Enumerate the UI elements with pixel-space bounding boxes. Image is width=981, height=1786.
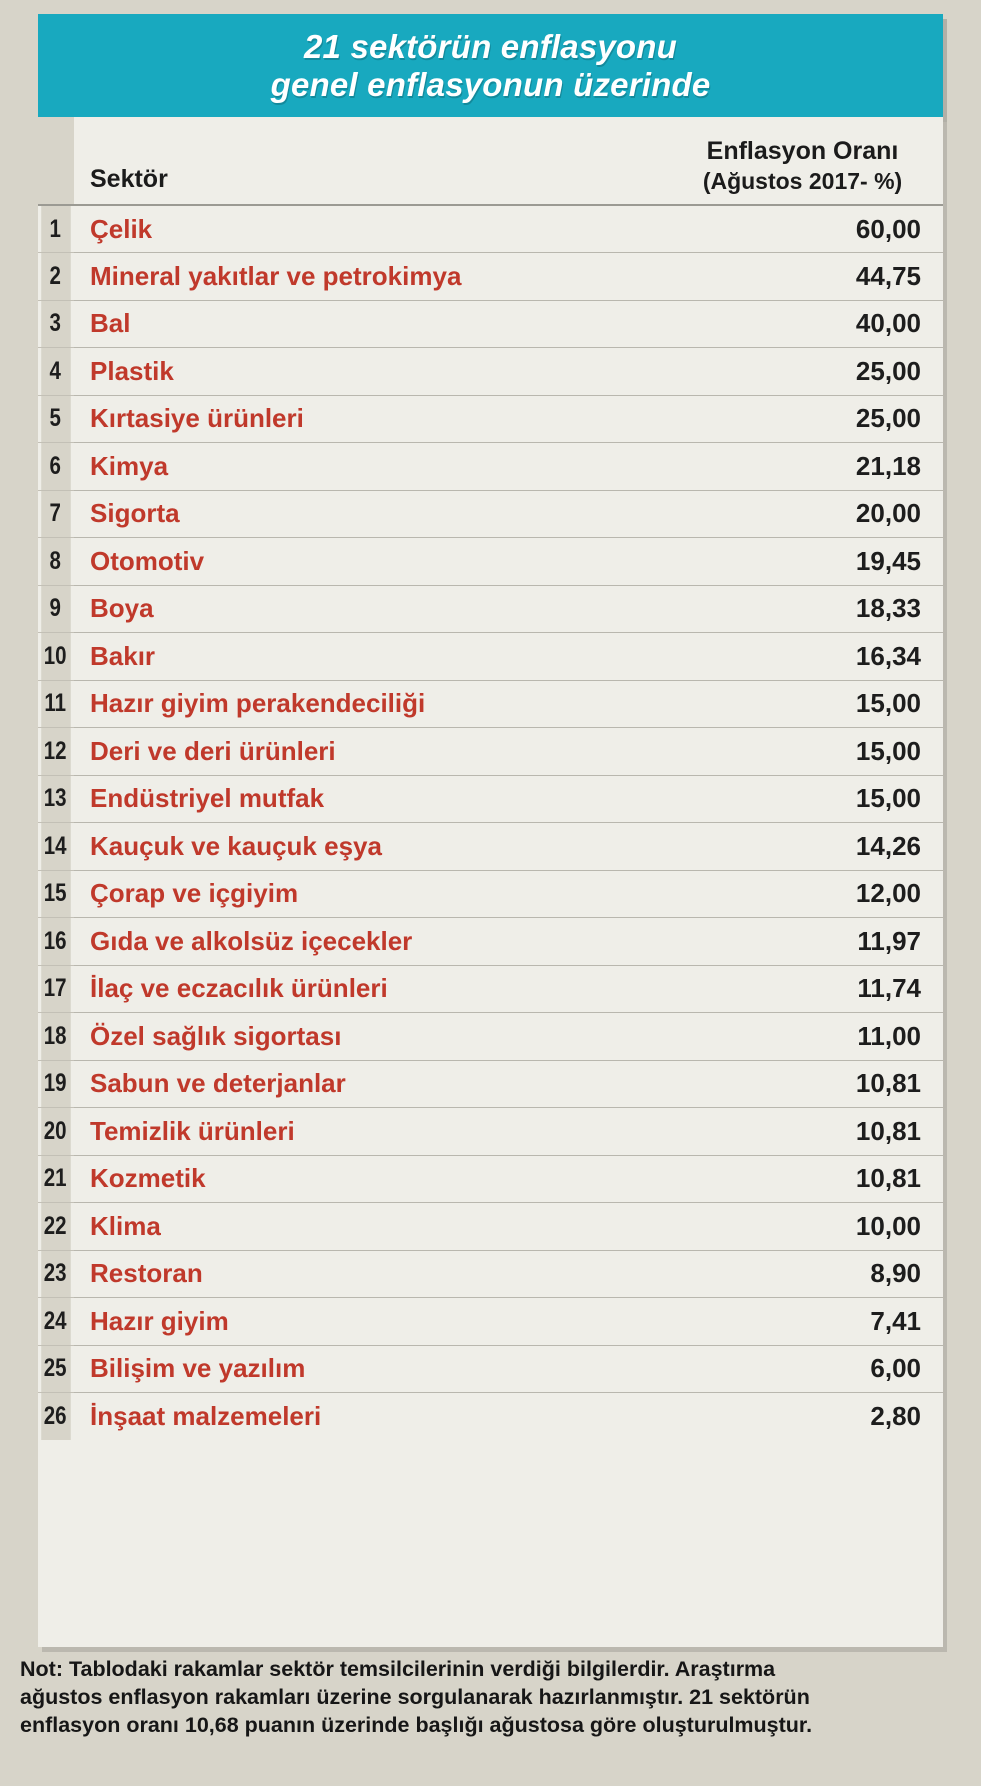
table-row bbox=[38, 870, 943, 918]
row-inflation-rate: 15,00 bbox=[674, 775, 943, 823]
table-row bbox=[38, 585, 943, 633]
table-row bbox=[38, 538, 943, 586]
table-row bbox=[38, 395, 943, 443]
table-row bbox=[38, 300, 943, 348]
row-index: 7 bbox=[41, 490, 71, 538]
header-rate-line-1: Enflasyon Oranı bbox=[706, 137, 899, 165]
header-rate-line-2: (Ağustos 2017- %) bbox=[702, 168, 903, 194]
row-inflation-rate: 16,34 bbox=[674, 633, 943, 681]
row-sector-name: Mineral yakıtlar ve petrokimya bbox=[74, 253, 674, 301]
footnote-line-1: Not: Tablodaki rakamlar sektör temsilcilerinin verdiği bilgilerdir. Araştırma bbox=[20, 1657, 776, 1681]
row-index: 20 bbox=[41, 1108, 71, 1156]
table-row bbox=[38, 205, 943, 253]
table-row bbox=[38, 1393, 943, 1441]
title-banner bbox=[38, 14, 943, 117]
footnote-line-3: enflasyon oranı 10,68 puanın üzerinde başlığı ağustosa göre oluşturulmuştur. bbox=[20, 1713, 813, 1737]
row-sector-name: Sabun ve deterjanlar bbox=[74, 1060, 674, 1108]
table-row bbox=[38, 253, 943, 301]
row-index: 2 bbox=[41, 253, 71, 301]
row-index: 18 bbox=[41, 1013, 71, 1061]
row-index: 17 bbox=[41, 965, 71, 1013]
row-inflation-rate: 11,00 bbox=[674, 1013, 943, 1061]
row-inflation-rate: 44,75 bbox=[674, 253, 943, 301]
row-index: 10 bbox=[41, 633, 71, 681]
row-inflation-rate: 19,45 bbox=[674, 538, 943, 586]
row-sector-name: Boya bbox=[74, 585, 674, 633]
row-sector-name: Bakır bbox=[74, 633, 674, 681]
header-sector: Sektör bbox=[74, 117, 674, 205]
table-row bbox=[38, 965, 943, 1013]
row-index: 13 bbox=[41, 775, 71, 823]
table-header bbox=[38, 117, 943, 205]
row-inflation-rate: 25,00 bbox=[674, 348, 943, 396]
row-sector-name: Hazır giyim perakendeciliği bbox=[74, 680, 674, 728]
row-inflation-rate: 25,00 bbox=[674, 395, 943, 443]
footnote-line-2: ağustos enflasyon rakamları üzerine sorgulanarak hazırlanmıştır. 21 sektörün bbox=[20, 1685, 810, 1709]
row-index: 25 bbox=[41, 1345, 71, 1393]
page-title bbox=[271, 28, 711, 104]
row-sector-name: Gıda ve alkolsüz içecekler bbox=[74, 918, 674, 966]
row-sector-name: Kırtasiye ürünleri bbox=[74, 395, 674, 443]
row-index: 8 bbox=[41, 538, 71, 586]
row-inflation-rate: 11,74 bbox=[674, 965, 943, 1013]
row-inflation-rate: 21,18 bbox=[674, 443, 943, 491]
table-row bbox=[38, 1345, 943, 1393]
row-index: 11 bbox=[41, 680, 71, 728]
row-inflation-rate: 7,41 bbox=[674, 1298, 943, 1346]
row-index: 6 bbox=[41, 443, 71, 491]
row-sector-name: Sigorta bbox=[74, 490, 674, 538]
header-index bbox=[38, 117, 74, 205]
row-sector-name: Endüstriyel mutfak bbox=[74, 775, 674, 823]
row-sector-name: Restoran bbox=[74, 1250, 674, 1298]
footnote bbox=[20, 1655, 961, 1739]
row-sector-name: Klima bbox=[74, 1203, 674, 1251]
table-row bbox=[38, 1250, 943, 1298]
inflation-table bbox=[38, 117, 943, 1440]
table-row bbox=[38, 728, 943, 776]
row-inflation-rate: 10,00 bbox=[674, 1203, 943, 1251]
row-sector-name: Kauçuk ve kauçuk eşya bbox=[74, 823, 674, 871]
row-index: 24 bbox=[41, 1298, 71, 1346]
row-index: 19 bbox=[41, 1060, 71, 1108]
data-table-container bbox=[38, 117, 943, 1647]
row-sector-name: Bilişim ve yazılım bbox=[74, 1345, 674, 1393]
row-sector-name: Özel sağlık sigortası bbox=[74, 1013, 674, 1061]
row-inflation-rate: 12,00 bbox=[674, 870, 943, 918]
table-row bbox=[38, 1060, 943, 1108]
row-inflation-rate: 14,26 bbox=[674, 823, 943, 871]
row-index: 1 bbox=[41, 205, 71, 253]
table-row bbox=[38, 490, 943, 538]
row-inflation-rate: 10,81 bbox=[674, 1108, 943, 1156]
row-inflation-rate: 8,90 bbox=[674, 1250, 943, 1298]
row-index: 4 bbox=[41, 348, 71, 396]
table-row bbox=[38, 1298, 943, 1346]
row-sector-name: Kozmetik bbox=[74, 1155, 674, 1203]
row-index: 12 bbox=[41, 728, 71, 776]
row-index: 22 bbox=[41, 1203, 71, 1251]
table-row bbox=[38, 680, 943, 728]
row-sector-name: İlaç ve eczacılık ürünleri bbox=[74, 965, 674, 1013]
table-header-row bbox=[38, 117, 943, 205]
table-row bbox=[38, 443, 943, 491]
table-row bbox=[38, 918, 943, 966]
row-inflation-rate: 6,00 bbox=[674, 1345, 943, 1393]
row-sector-name: İnşaat malzemeleri bbox=[90, 1401, 322, 1431]
table-row bbox=[38, 823, 943, 871]
table-row bbox=[38, 348, 943, 396]
row-inflation-rate: 11,97 bbox=[674, 918, 943, 966]
row-sector-name: Plastik bbox=[74, 348, 674, 396]
row-inflation-rate: 18,33 bbox=[674, 585, 943, 633]
row-sector-name: Bal bbox=[74, 300, 674, 348]
row-index: 14 bbox=[41, 823, 71, 871]
row-index: 15 bbox=[41, 870, 71, 918]
table-row bbox=[38, 1203, 943, 1251]
row-index: 3 bbox=[41, 300, 71, 348]
title-line-1: 21 sektörün enflasyonu bbox=[303, 27, 677, 65]
row-index: 5 bbox=[41, 395, 71, 443]
row-inflation-rate: 10,81 bbox=[674, 1060, 943, 1108]
row-inflation-rate: 60,00 bbox=[674, 205, 943, 253]
header-rate bbox=[674, 117, 943, 205]
row-inflation-rate: 20,00 bbox=[674, 490, 943, 538]
table-row bbox=[38, 1155, 943, 1203]
table-row bbox=[38, 1108, 943, 1156]
row-index: 21 bbox=[41, 1155, 71, 1203]
row-sector-name: Temizlik ürünleri bbox=[74, 1108, 674, 1156]
table-row bbox=[38, 775, 943, 823]
row-sector-name: Deri ve deri ürünleri bbox=[74, 728, 674, 776]
row-sector-name: Çelik bbox=[74, 205, 674, 253]
table-row bbox=[38, 633, 943, 681]
row-inflation-rate: 40,00 bbox=[674, 300, 943, 348]
title-line-2: genel enflasyonun üzerinde bbox=[270, 65, 711, 103]
row-inflation-rate: 15,00 bbox=[674, 680, 943, 728]
table-row bbox=[38, 1013, 943, 1061]
row-index: 23 bbox=[41, 1250, 71, 1298]
row-index: 16 bbox=[41, 918, 71, 966]
row-inflation-rate: 2,80 bbox=[870, 1401, 921, 1431]
row-sector-name: Kimya bbox=[74, 443, 674, 491]
row-sector-name: Otomotiv bbox=[74, 538, 674, 586]
row-index: 9 bbox=[41, 585, 71, 633]
row-sector-name: Hazır giyim bbox=[74, 1298, 674, 1346]
row-sector-name: Çorap ve içgiyim bbox=[74, 870, 674, 918]
row-inflation-rate: 10,81 bbox=[674, 1155, 943, 1203]
row-index: 26 bbox=[41, 1393, 71, 1441]
table-body bbox=[38, 205, 943, 1440]
row-inflation-rate: 15,00 bbox=[674, 728, 943, 776]
